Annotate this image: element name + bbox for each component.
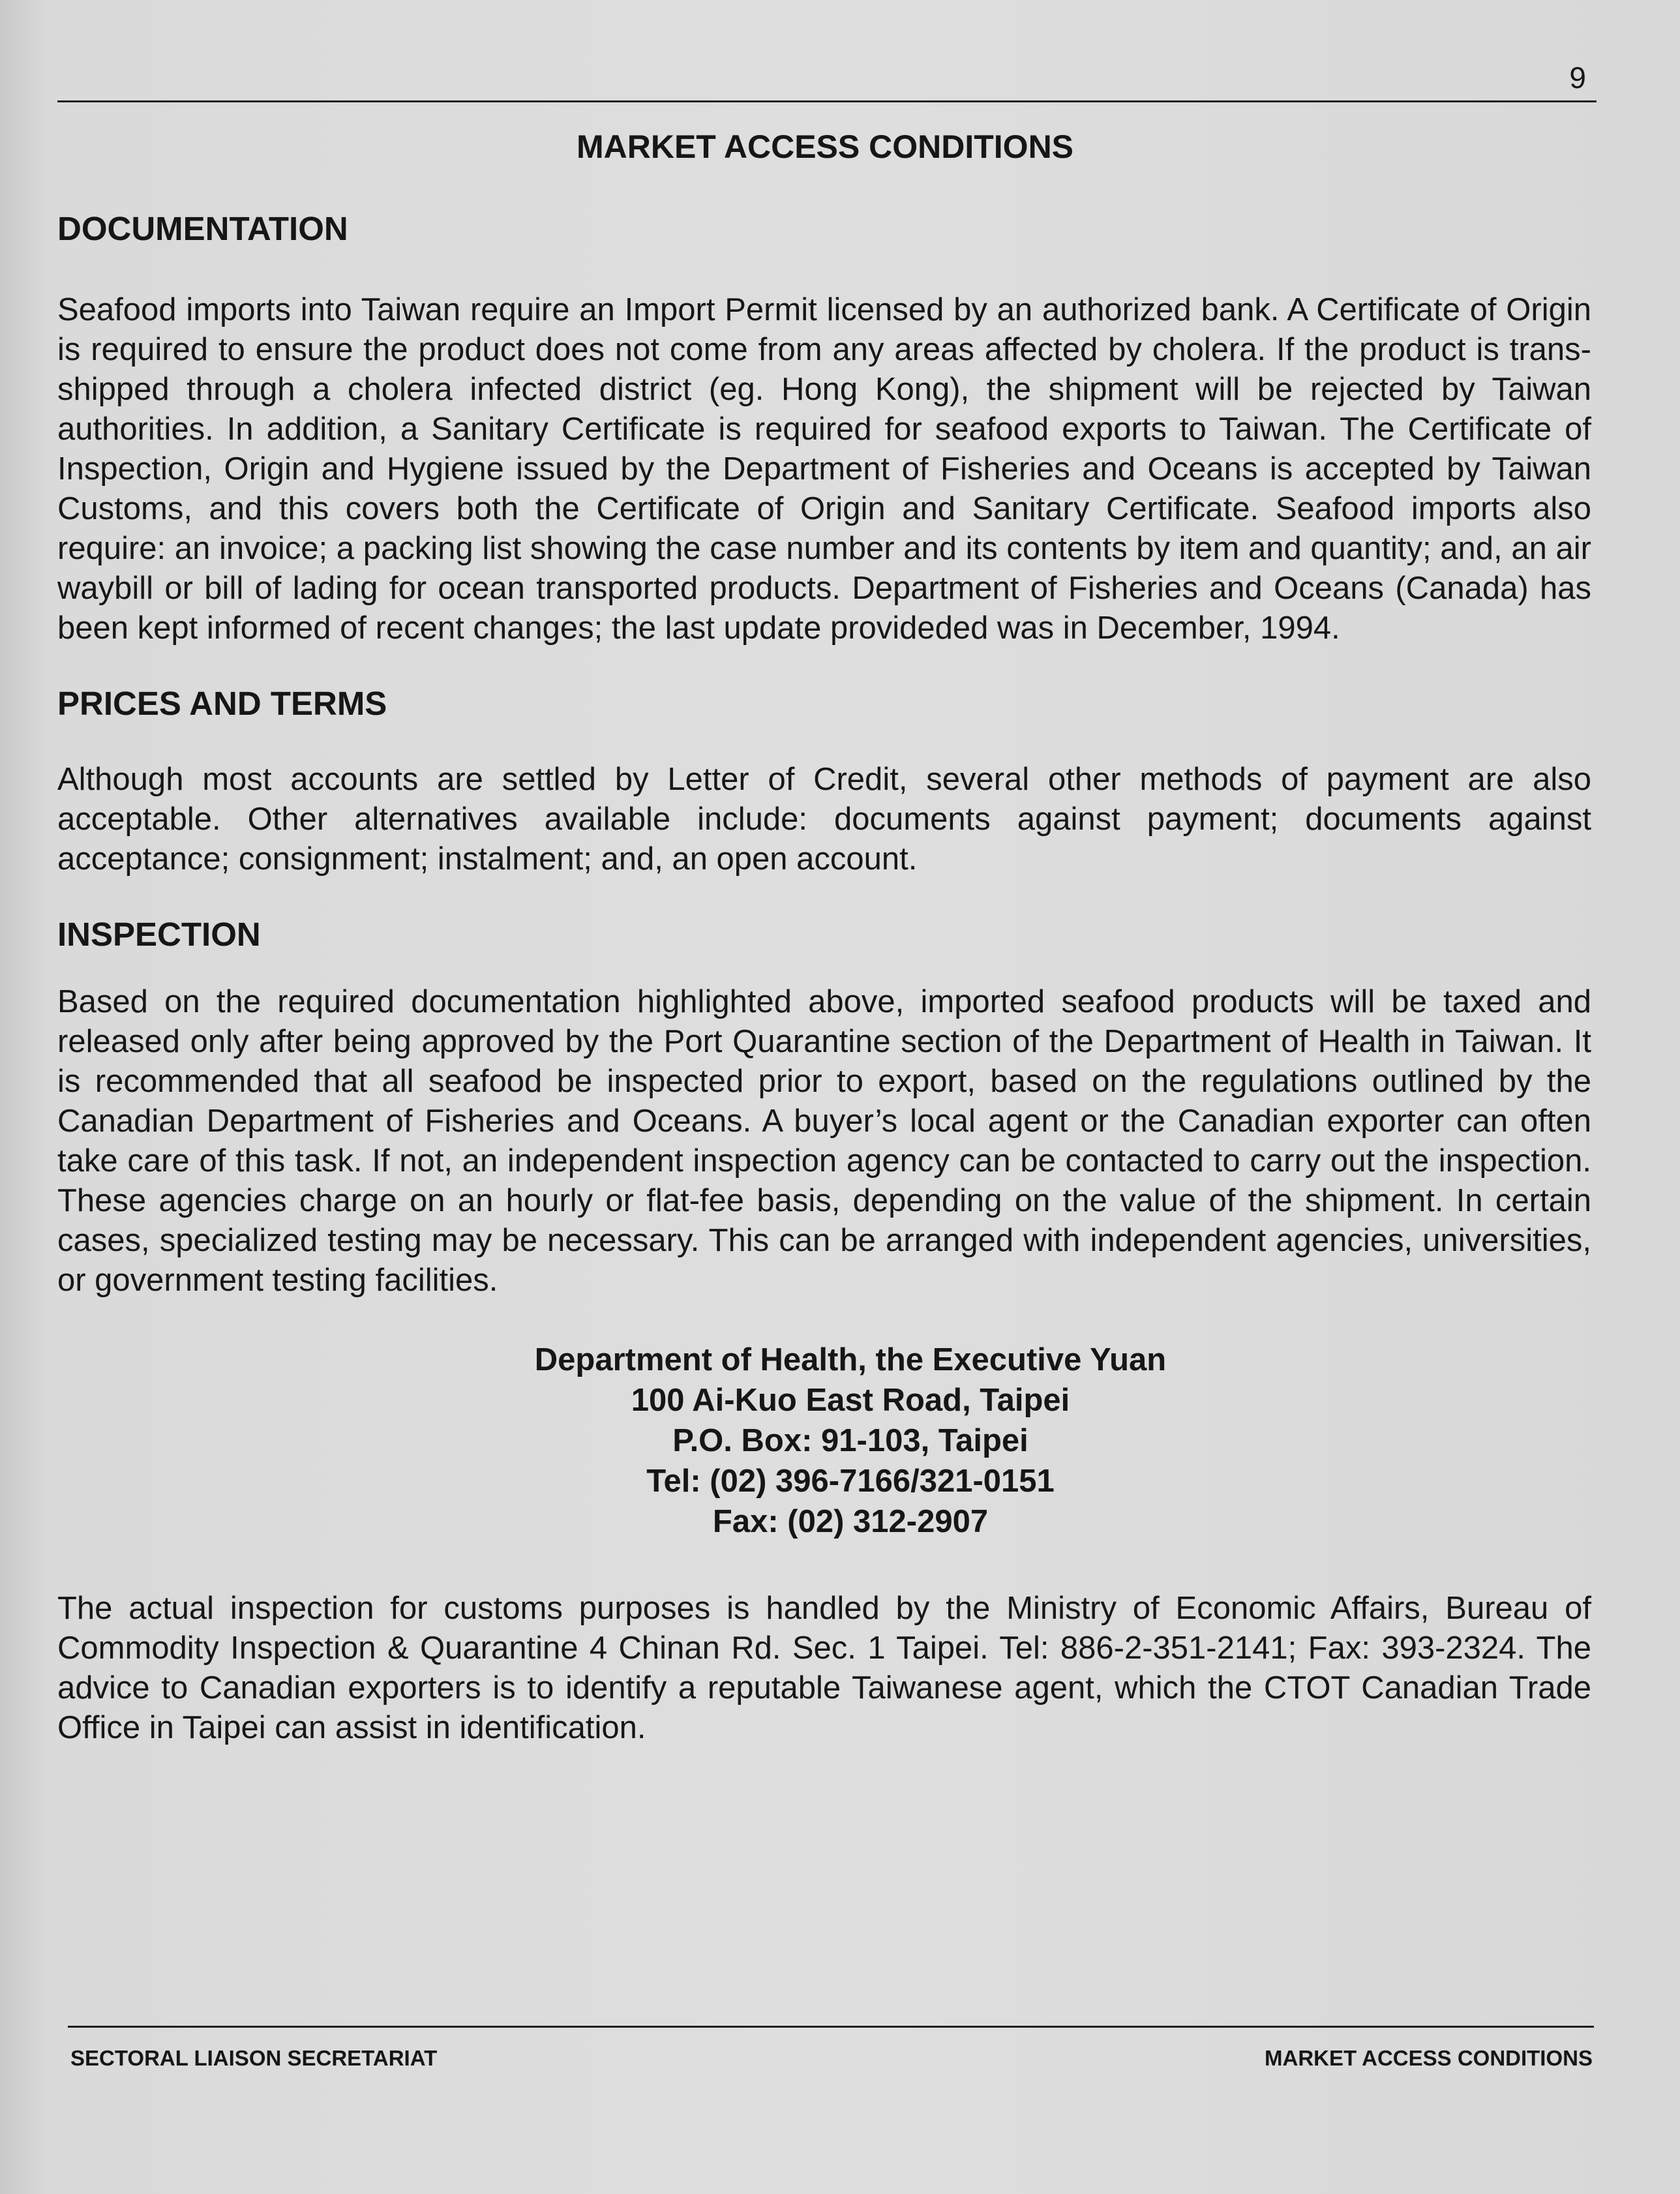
paragraph-documentation: Seafood imports into Taiwan require an Import Permit licensed by an authorized bank. A Certificate of Origin is required to ensure the product does not come from any areas affected by cholera. If the product is trans-shipped through a cholera infected district (eg. Hong Kong), the shipment will be rejected by Taiwan authorities. In addition, a Sanitary Certificate is required for seafood exports to Taiwan. The Certificate of Inspection, Origin and Hygiene issued by the Department of Fisheries and Oceans is accepted by Taiwan Customs, and this covers both the Certificate of Origin and Sanitary Certificate. Seafood imports also require: an invoice; a packing list showing the case number and its contents by item and quantity; and, an air waybill or bill of lading for ocean transported products. Department of Fisheries and Oceans (Canada) has been kept informed of recent changes; the last update provideded was in December, 1994. bbox=[57, 292, 1591, 646]
address-line: P.O. Box: 91-103, Taipei bbox=[672, 1422, 1028, 1458]
heading-prices-and-terms: PRICES AND TERMS bbox=[57, 685, 387, 723]
address-phone: Tel: (02) 396-7166/321-0151 bbox=[646, 1463, 1055, 1499]
contact-address-block bbox=[57, 1340, 1591, 1542]
heading-documentation: DOCUMENTATION bbox=[57, 210, 348, 247]
header-rule bbox=[57, 100, 1597, 102]
main-content bbox=[57, 209, 1591, 1748]
running-title: MARKET ACCESS CONDITIONS bbox=[576, 128, 1074, 165]
address-line: 100 Ai-Kuo East Road, Taipei bbox=[631, 1382, 1070, 1418]
footer-rule bbox=[68, 2026, 1594, 2028]
paragraph-inspection: Based on the required documentation highlighted above, imported seafood products will be taxed and released only after being approved by the Port Quarantine section of the Department of Health in Taiwan. It is recommended that all seafood be inspected prior to export, based on the regulations outlined by the Canadian Department of Fisheries and Oceans. A buyer’s local agent or the Canadian exporter can often take care of this task. If not, an independent inspection agency can be contacted to carry out the inspection. These agencies charge on an hourly or flat-fee basis, depending on the value of the shipment. In certain cases, specialized testing may be necessary. This can be arranged with independent agencies, universities, or government testing facilities. bbox=[57, 984, 1591, 1298]
address-line: Department of Health, the Executive Yuan bbox=[534, 1342, 1167, 1377]
footer-right-text: MARKET ACCESS CONDITIONS bbox=[1265, 2046, 1593, 2070]
page-number: 9 bbox=[1569, 61, 1586, 95]
paragraph-customs-inspection: The actual inspection for customs purposes is handled by the Ministry of Economic Affairs, Bureau of Commodity Inspection & Quarantine 4 Chinan Rd. Sec. 1 Taipei. Tel: 886-2-351-2141; Fax: 393-2324. The advice to Canadian exporters is to identify a reputable Taiwanese agent, which the CTOT Canadian Trade Office in Taipei can assist in identification. bbox=[57, 1590, 1591, 1745]
heading-inspection: INSPECTION bbox=[57, 916, 261, 954]
address-fax: Fax: (02) 312-2907 bbox=[712, 1503, 989, 1539]
paragraph-prices-and-terms: Although most accounts are settled by Letter of Credit, several other methods of payment are also acceptable. Other alternatives available include: documents against payment; documents against acceptance; consignment; instalment; and, an open account. bbox=[57, 762, 1591, 877]
footer-left-text: SECTORAL LIAISON SECRETARIAT bbox=[70, 2046, 438, 2070]
